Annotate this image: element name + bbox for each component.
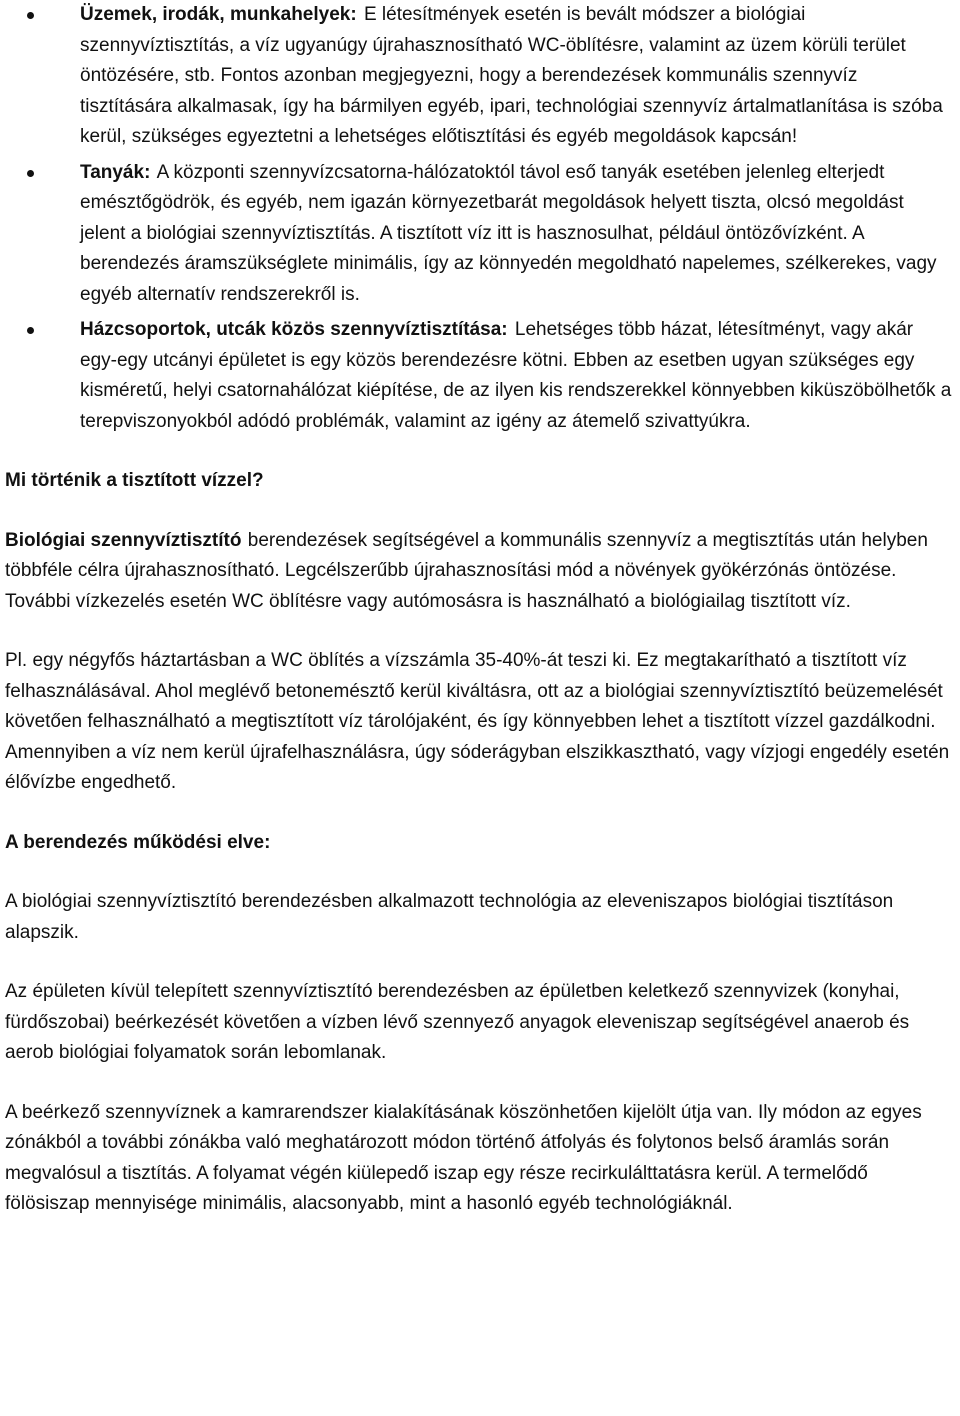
bullet-lead: Házcsoportok, utcák közös szennyvíztisztítása:	[80, 319, 508, 340]
paragraph-text: berendezések segítségével a kommunális szennyvíz a megtisztítás után helyben többféle célra újrahasznosítható. Legcélszerűbb újrahasznosítási mód a növények gyökérzónás öntözése. További vízkezelés esetén WC öblítésre vagy autómosásra is használható a biológiailag tisztított víz.	[5, 529, 928, 612]
section-heading-operation: A berendezés működési elve:	[5, 831, 271, 853]
bullet-text: E létesítmények esetén is bevált módszer a biológiai szennyvíztisztítás, a víz ugyanúgy újrahasznosítható WC-öblítésre, valamint az üzem körüli terület öntözésére, stb. Fontos azonban megjegyezni, hogy a berendezések kommunális szennyvíz tisztítására alkalmasak, így ha bármilyen egyéb, ipari, technológiai szennyvíz ártalmatlanítása is szóba kerül, szükséges egyeztetni a lehetséges előtisztítási és egyéb megoldások kapcsán!	[80, 4, 943, 147]
paragraph-reuse	[5, 526, 952, 618]
bullet-lead: Tanyák:	[80, 161, 151, 183]
bullet-text: A központi szennyvízcsatorna-hálózatoktól távol eső tanyák esetében jelenleg elterjedt emésztőgödrök, és egyéb, nem igazán környezetbarát megoldások helyett tiszta, olcsó megoldást jelent a biológiai szennyvíztisztítás. A tisztított víz itt is hasznosulhat, például öntözővízként. A berendezés áramszükséglete minimális, így az könnyedén megoldható napelemes, szélkerekes, vagy egyéb alternatív rendszerekről is.	[80, 161, 937, 305]
bullet-lead: Üzemek, irodák, munkahelyek:	[80, 4, 357, 25]
bullet-dot-icon	[27, 327, 34, 334]
bullet-dot-icon	[27, 12, 34, 19]
paragraph-chambers: A beérkező szennyvíznek a kamrarendszer kialakításának köszönhetően kijelölt útja van. Ily módon az egyes zónákból a további zónákba való meghatározott módon történő átfolyás és folytonos belső áramlás során megvalósul a tisztítás. A folyamat végén kiülepedő iszap egy része recirkulálttatásra kerül. A termelődő fölösiszap mennyisége minimális, alacsonyabb, mint a hasonló egyéb technológiáknál.	[5, 1101, 922, 1214]
paragraph-lead: Biológiai szennyvíztisztító	[5, 529, 242, 551]
bullet-dot-icon	[27, 170, 34, 177]
paragraph-technology: A biológiai szennyvíztisztító berendezésben alkalmazott technológia az eleveniszapos biológiai tisztításon alapszik.	[5, 891, 894, 943]
paragraph-process: Az épületen kívül telepített szennyvíztisztító berendezésben az épületben keletkező szennyvizek (konyhai, fürdőszobai) beérkezését követően a vízben lévő szennyező anyagok eleveniszap segítségével anaerob és aerob biológiai folyamatok során lebomlanak.	[5, 981, 910, 1063]
bullet-text: Lehetséges több házat, létesítményt, vagy akár egy-egy utcányi épületet is egy közös berendezésre kötni. Ebben az esetben ugyan szükséges egy kisméretű, helyi csatornahálózat kiépítése, de az ilyen kis rendszerekkel könnyebben kiküszöbölhetők a terepviszonyokból adódó problémák, valamint az igény az átemelő szivattyúkra.	[80, 319, 952, 432]
bullet-item-house-groups	[5, 315, 952, 437]
bullet-item-factories	[5, 0, 952, 153]
section-heading-treated-water: Mi történik a tisztított vízzel?	[5, 470, 264, 491]
paragraph-household-example: Pl. egy négyfős háztartásban a WC öblítés a vízszámla 35-40%-át teszi ki. Ez megtakarítható a tisztított víz felhasználásával. Ahol meglévő betonemésztő kerül kiváltásra, ott az a biológiai szennyvíztisztító beüzemelését követően felhasználható a megtisztított víz tárolójaként, és így könnyebben lehet a tisztított vízzel gazdálkodni. Amennyiben a víz nem kerül újrafelhasználásra, úgy sóderágyban elszikkasztható, vagy vízjogi engedély esetén élővízbe engedhető.	[5, 650, 950, 793]
usage-bullet-list	[5, 0, 952, 437]
bullet-item-farms	[5, 158, 952, 311]
